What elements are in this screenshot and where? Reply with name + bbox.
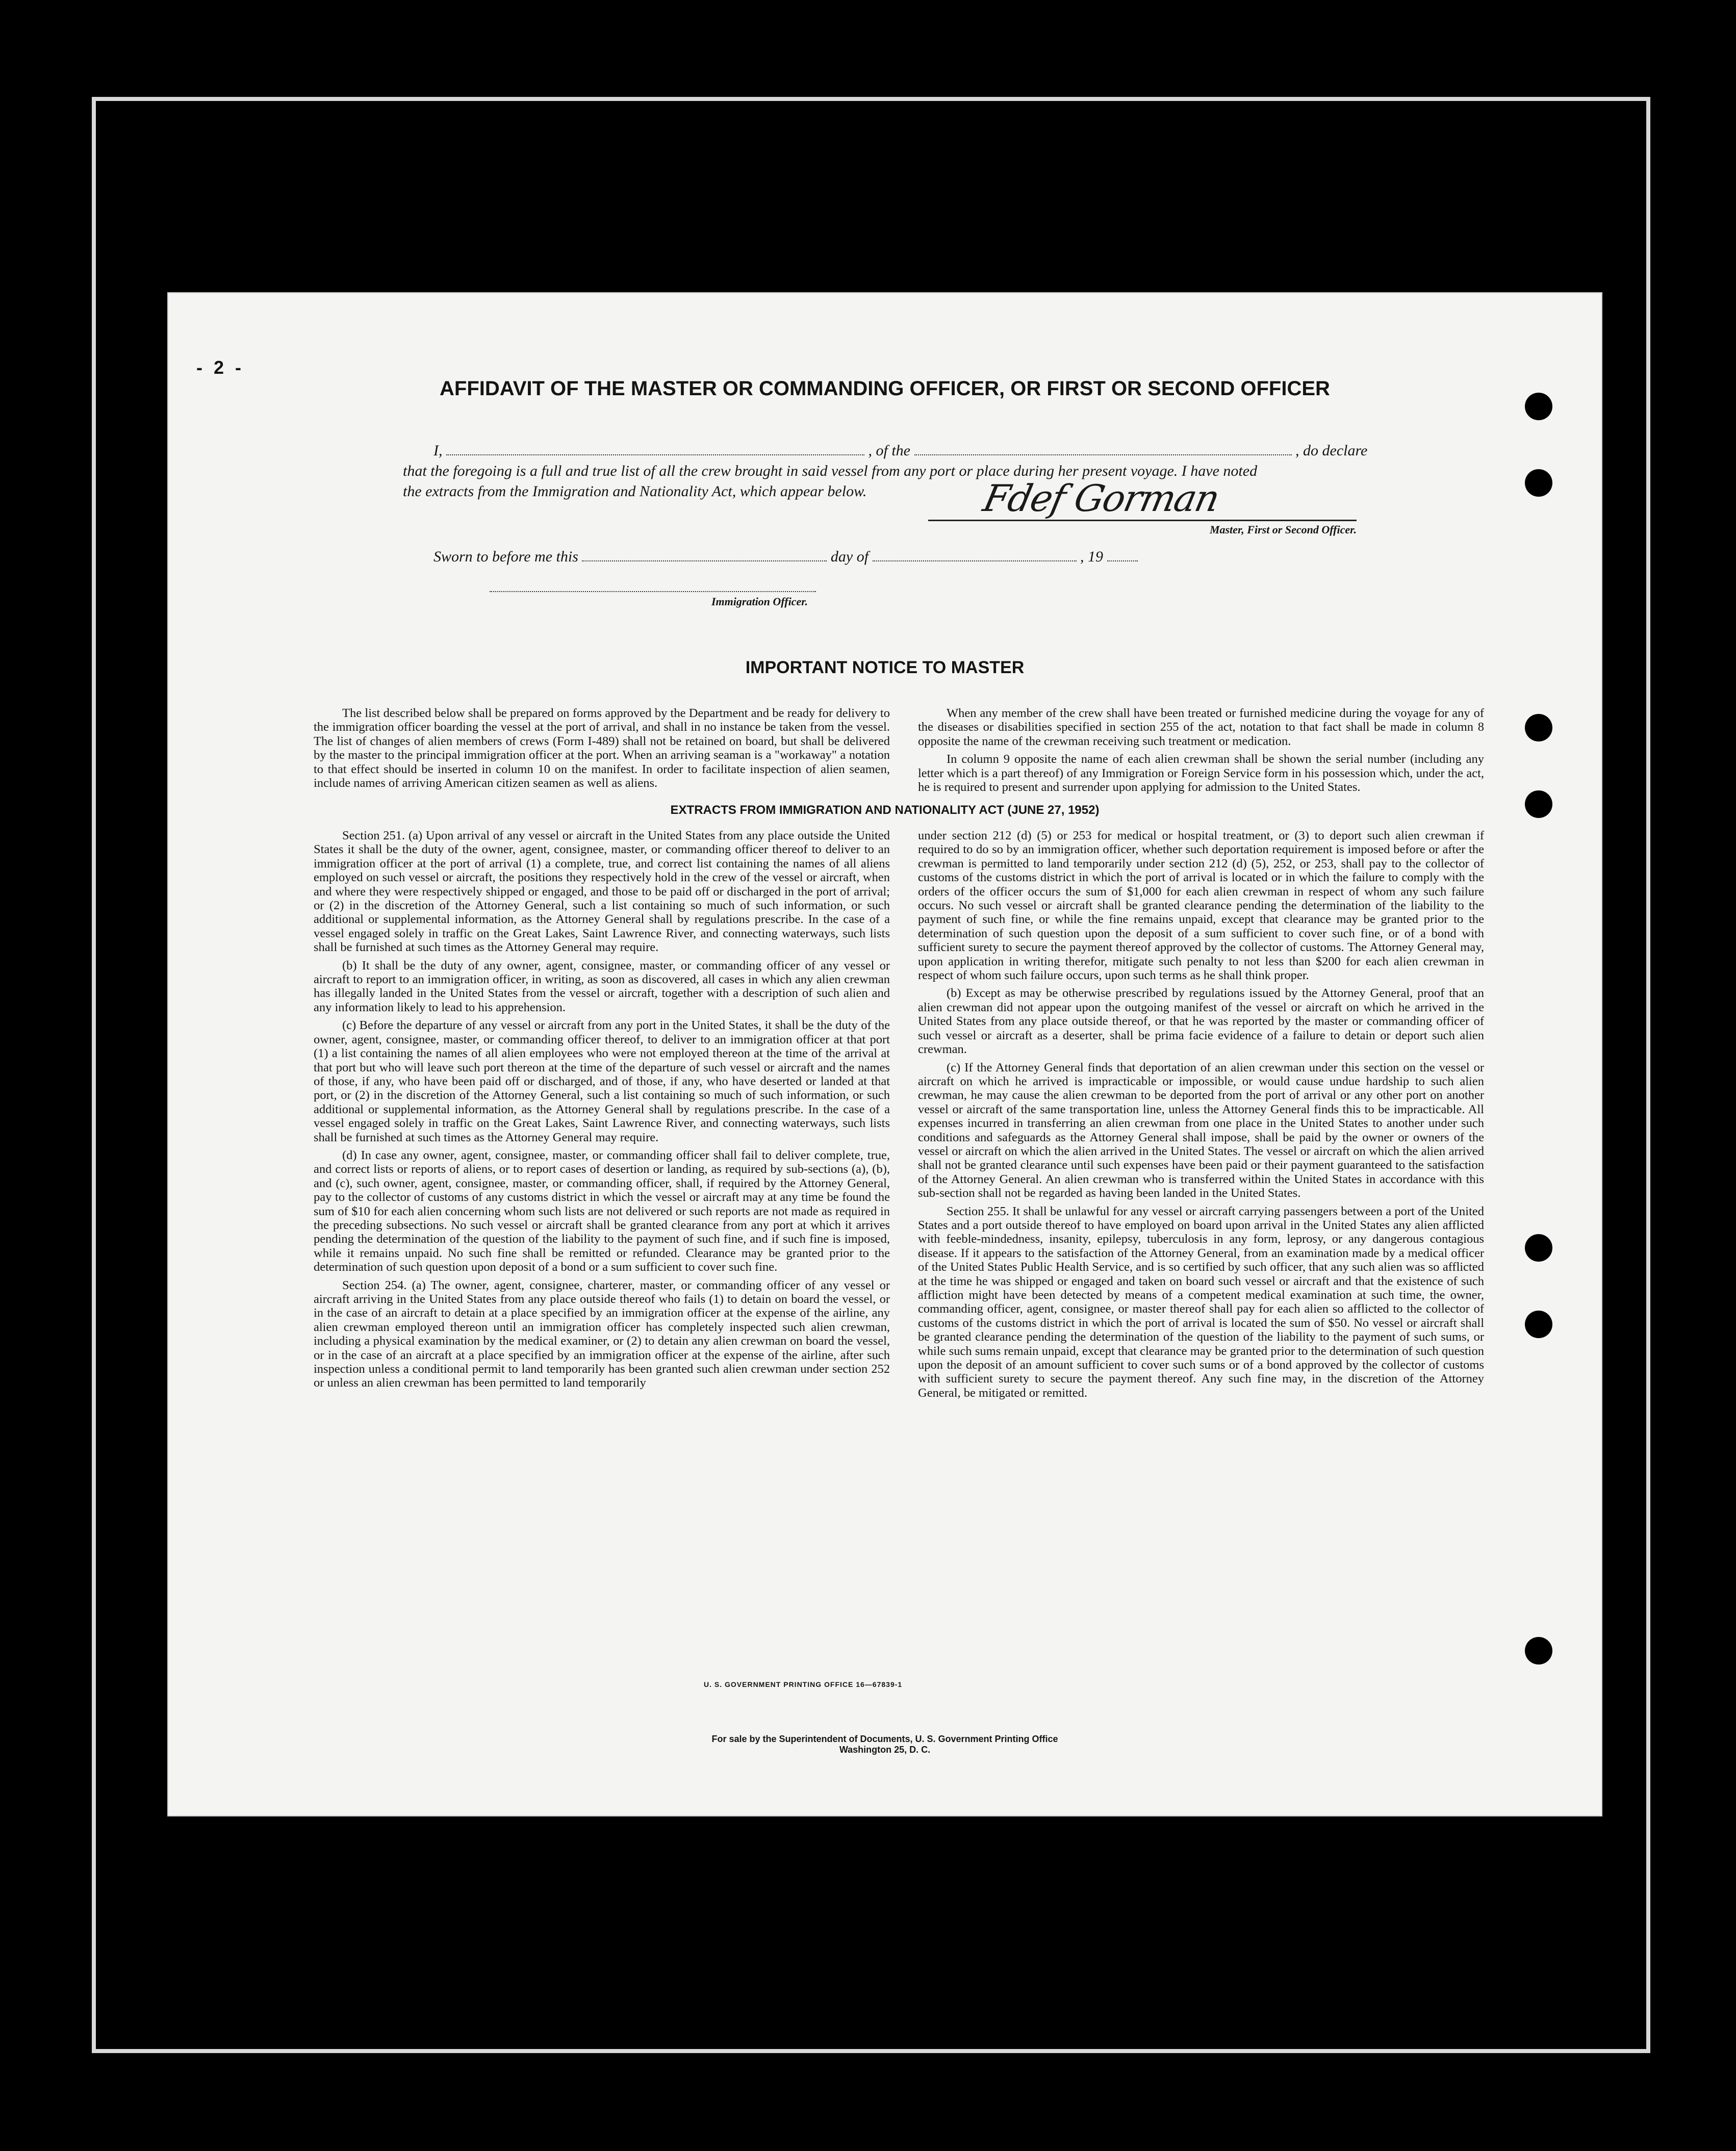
sworn-line bbox=[433, 548, 1138, 566]
sworn-prefix: Sworn to before me this bbox=[433, 548, 578, 565]
sworn-mid: day of bbox=[830, 548, 869, 565]
binder-hole bbox=[1525, 1234, 1552, 1262]
affidavit-title: AFFIDAVIT OF THE MASTER OR COMMANDING OFFICER, OR FIRST OR SECOND OFFICER bbox=[440, 377, 1330, 400]
sworn-year: , 19 bbox=[1080, 548, 1104, 565]
notice-right-paragraph-2: In column 9 opposite the name of each alien crewman shall be shown the serial number (including any letter which is a part thereof) of any Immigration or Foreign Service form in his possession which, under the act, he is required to present and surrender upon applying for admission to the United States. bbox=[918, 752, 1484, 795]
immigration-officer-caption: Immigration Officer. bbox=[711, 595, 808, 608]
master-signature: Fdef Gorman bbox=[979, 477, 1223, 520]
affidavit-line-1 bbox=[433, 442, 1367, 459]
footer-line-2: Washington 25, D. C. bbox=[839, 1745, 931, 1755]
section-255: Section 255. It shall be unlawful for any vessel or aircraft carrying passengers between a port of the United States and a port outside thereof to have employed on board upon arrival in the United States any alien afflicted with feeble-mindedness, insanity, epilepsy, tuberculosis in any form, leprosy, or any dangerous contagious disease. If it appears to the satisfaction of the Attorney General, from an examination made by a medical officer of the United States Public Health Service, and is so certified by such officer, that any such alien was so afflicted at the time he was shipped or engaged and taken on board such vessel or aircraft and that the existence of such affliction might have been detected by means of a competent medical examination at such time, the owner, commanding officer, agent, consignee, or master thereof shall pay for each alien so afflicted to the collector of customs of the customs district in which the port of arrival is located the sum of $50. No vessel or aircraft shall be granted clearance pending the determination of the question of the liability to the payment of such sums, or while such sums remain unpaid, except that clearance may be granted prior to the determination of such question upon the deposit of an amount sufficient to cover such sums or of a bond approved by the collector of customs with sufficient surety to secure the payment thereof. Any such fine may, in the discretion of the Attorney General, be mitigated or remitted. bbox=[918, 1204, 1484, 1400]
vessel-fill-line bbox=[914, 442, 1292, 455]
affidavit-line-2: that the foregoing is a full and true list of all the crew brought in said vessel from any port or place during her present voyage. I have noted bbox=[403, 463, 1258, 479]
binder-hole bbox=[1525, 393, 1552, 420]
footer bbox=[168, 1734, 1601, 1755]
notice-left-paragraph: The list described below shall be prepared on forms approved by the Department and be ready for delivery to the immigration officer boarding the vessel at the port of arrival, and shall in no instance be taken from the vessel. The list of changes of alien members of crews (Form I-489) shall not be retained on board, but shall be delivered by the master to the principal immigration officer at the port. When an arriving seaman is a "workaway" a notation to that effect should be inserted in column 10 on the manifest. In order to facilitate inspection of alien seamen, include names of arriving American citizen seamen as well as aliens. bbox=[314, 706, 890, 790]
notice-right-paragraph-1: When any member of the crew shall have been treated or furnished medicine during the voyage for any of the diseases or disabilities specified in section 255 of the act, notation to that fact shall be made in column 8 opposite the name of the crewman receiving such treatment or medication. bbox=[918, 706, 1484, 748]
binder-hole bbox=[1525, 714, 1552, 741]
affidavit-line-3: the extracts from the Immigration and Nationality Act, which appear below. bbox=[403, 483, 867, 500]
section-251c: (c) Before the departure of any vessel or aircraft from any port in the United States, it shall be the duty of the owner, agent, consignee, master, or commanding officer thereof, to deliver to an immigration officer at that port (1) a list containing the names of all alien employees who were not employed thereon at the time of the arrival at that port but who will leave such port thereon at the time of the departure of such vessel or aircraft and the names of those, if any, who have been paid off or discharged, and of those, if any, who have deserted or landed at that port, or (2) in the discretion of the Attorney General, such a list containing so much of such information, or such additional or supplemental information, as the Attorney General shall by regulations prescribe. In the case of a vessel engaged solely in traffic on the Great Lakes, Saint Lawrence River, and connecting waterways, such lists shall be furnished at such times as the Attorney General may require. bbox=[314, 1018, 890, 1144]
extracts-title: EXTRACTS FROM IMMIGRATION AND NATIONALITY ACT (JUNE 27, 1952) bbox=[670, 803, 1100, 817]
binder-hole bbox=[1525, 790, 1552, 818]
footer-line-1: For sale by the Superintendent of Documents, U. S. Government Printing Office bbox=[711, 1734, 1058, 1744]
notice-right-column bbox=[918, 706, 1484, 798]
gpo-line: U. S. GOVERNMENT PRINTING OFFICE 16—67839-1 bbox=[704, 1680, 903, 1688]
section-254a: Section 254. (a) The owner, agent, consignee, charterer, master, or commanding officer of any vessel or aircraft arriving in the United States from any place outside thereof who fails (1) to detain on board the vessel, or in the case of an aircraft to detain at a place specified by an immigration officer at the expense of the airline, any alien crewman employed thereon until an immigration officer has completely inspected such alien crewman, including a physical examination by the medical examiner, or (2) to detain any alien crewman on board the vessel, or in the case of an aircraft at a place specified by an immigration officer at the expense of the airline, after such inspection unless a conditional permit to land temporarily has been granted such alien crewman under section 252 or unless an alien crewman has been permitted to land temporarily bbox=[314, 1278, 890, 1390]
affidavit-line1-prefix: I, bbox=[433, 442, 443, 459]
sworn-month-fill bbox=[873, 548, 1077, 561]
document-page bbox=[168, 293, 1601, 1815]
notice-left-column bbox=[314, 706, 890, 794]
section-254b: (b) Except as may be otherwise prescribed by regulations issued by the Attorney General, proof that an alien crewman did not appear upon the outgoing manifest of the vessel or aircraft on which he arrived in the United States from any place outside thereof, or that he was reported by the master or commanding officer of such vessel or aircraft as a deserter, shall be prima facie evidence of a failure to detain or deport such alien crewman. bbox=[918, 986, 1484, 1057]
section-254c: (c) If the Attorney General finds that deportation of an alien crewman under this section on the vessel or aircraft on which he arrived is impracticable or impossible, or would cause undue hardship to such alien crewman, he may cause the alien crewman to be deported from the port of arrival or any other port on another vessel or aircraft of the same transportation line, unless the Attorney General finds this to be impracticable. All expenses incurred in transferring an alien crewman from one place in the United States to another under such conditions and safeguards as the Attorney General shall impose, shall be paid by the owner or owners of the vessel or aircraft on which the alien arrived in the United States. The vessel or aircraft on which the alien arrived shall not be granted clearance until such expenses have been paid or their payment guaranteed to the satisfaction of the Attorney General. An alien crewman who is transferred within the United States in accordance with this sub-section shall not be regarded as having been landed in the United States. bbox=[918, 1060, 1484, 1200]
affidavit-line1-suffix: , do declare bbox=[1295, 442, 1368, 459]
binder-hole bbox=[1525, 1311, 1552, 1338]
signature-rule bbox=[928, 520, 1357, 521]
binder-hole bbox=[1525, 1637, 1552, 1665]
notice-title: IMPORTANT NOTICE TO MASTER bbox=[745, 658, 1025, 677]
signature-block bbox=[928, 477, 1357, 536]
section-254a-continued: under section 212 (d) (5) or 253 for medical or hospital treatment, or (3) to deport such alien crewman if required to do so by an immigration officer, whether such deportation requirement is imposed before or after the crewman is permitted to land temporarily under section 212 (d) (5), 252, or 253, shall pay to the collector of customs of the customs district in which the port of arrival is located or in which the failure to comply with the orders of the officer occurs the sum of $1,000 for each alien crewman in respect of whom any such failure occurs. No such vessel or aircraft shall be granted clearance pending the determination of the liability to the payment of such fine, or while the fine remains unpaid, except that clearance may be granted prior to the determination of such question upon the deposit of a sum sufficient to cover such fine, or of a bond with sufficient surety to secure the payment thereof approved by the collector of customs. The Attorney General may, upon application in writing therefor, mitigate such penalty to not less than $200 for each alien crewman in respect of whom such failure occurs, upon such terms as he shall think proper. bbox=[918, 829, 1484, 983]
section-251d: (d) In case any owner, agent, consignee, master, or commanding officer shall fail to deliver complete, true, and correct lists or reports of aliens, or to report cases of desertion or landing, as required by sub-sections (a), (b), and (c), such owner, agent, consignee, master, or commanding officer, shall, if required by the Attorney General, pay to the collector of customs of any customs district in which the vessel or aircraft may at any time be found the sum of $10 for each alien concerning whom such lists are not delivered or such reports are not made as required in the preceding subsections. No such vessel or aircraft shall be granted clearance from any port at which it arrives pending the determination of the question of the liability to the payment of such fine, and if such fine is imposed, while it remains unpaid. No such fine shall be remitted or refunded. Clearance may be granted prior to the determination of such question upon deposit of a bond or a sum sufficient to cover such fine. bbox=[314, 1148, 890, 1274]
sworn-day-fill bbox=[582, 548, 827, 561]
officer-fill-line bbox=[490, 579, 816, 592]
section-251a: Section 251. (a) Upon arrival of any vessel or aircraft in the United States from any place outside the United States it shall be the duty of the owner, agent, consignee, master, or commanding officer thereof to deliver to an immigration officer at the port of arrival (1) a complete, true, and correct list containing the names of all aliens employed on such vessel or aircraft, the positions they respectively hold in the crew of the vessel or aircraft, when and where they were respectively shipped or engaged, and those to be paid off or discharged in the port of arrival; or (2) in the discretion of the Attorney General, such a list containing so much of such information, or such additional or supplemental information, as the Attorney General shall by regulations prescribe. In the case of a vessel engaged solely in traffic on the Great Lakes, Saint Lawrence River, and connecting waterways, such lists shall be furnished at such times as the Attorney General may require. bbox=[314, 829, 890, 955]
name-fill-line bbox=[446, 442, 864, 455]
section-251b: (b) It shall be the duty of any owner, agent, consignee, master, or commanding officer of any vessel or aircraft to report to an immigration officer, in writing, as soon as discovered, all cases in which any alien crewman has illegally landed in the United States from the vessel or aircraft, together with a description of such alien and any information likely to lead to his apprehension. bbox=[314, 958, 890, 1014]
signature-caption: Master, First or Second Officer. bbox=[1209, 523, 1357, 536]
page-number: - 2 - bbox=[196, 357, 245, 378]
affidavit-line1-mid: , of the bbox=[868, 442, 910, 459]
extracts-right-column bbox=[918, 829, 1484, 1404]
extracts-left-column bbox=[314, 829, 890, 1394]
officer-line bbox=[490, 579, 816, 596]
sworn-year-fill bbox=[1107, 548, 1138, 561]
binder-hole bbox=[1525, 469, 1552, 497]
